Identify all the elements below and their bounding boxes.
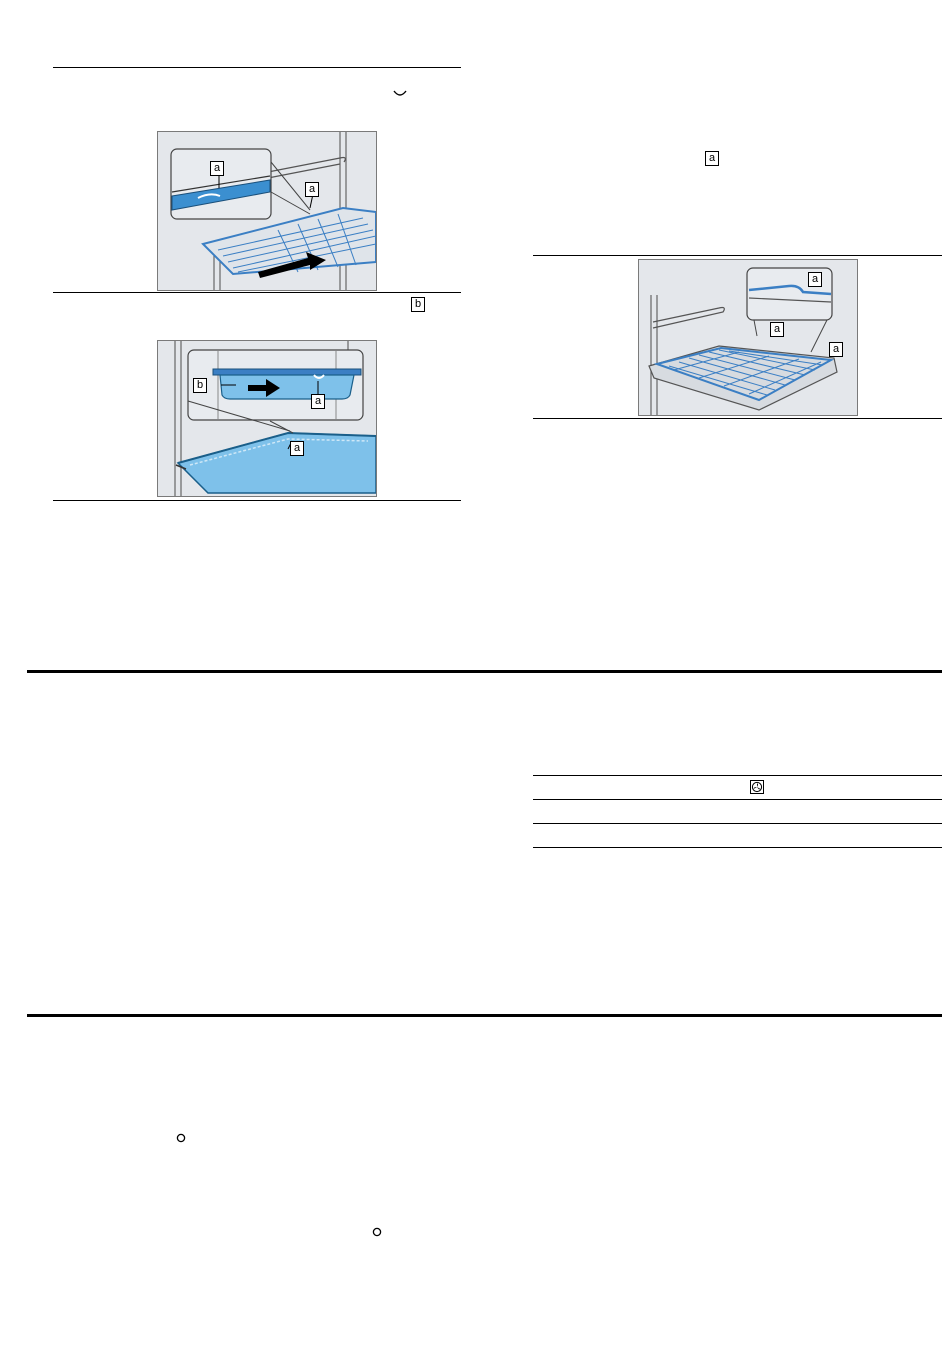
- callout-a-inset-3: a: [808, 272, 822, 287]
- callout-a-rack: a: [305, 182, 319, 197]
- callout-b-inset: b: [193, 378, 207, 393]
- callout-a-text-right: a: [705, 151, 719, 166]
- figure-rack-insertion: [157, 131, 377, 291]
- rule-top-right: [533, 255, 942, 256]
- table-rule-2: [533, 799, 942, 800]
- section-rule-1: [27, 670, 942, 673]
- callout-a-inset-1: a: [210, 161, 224, 176]
- callout-a-tray: a: [290, 441, 304, 456]
- section-rule-2: [27, 1014, 942, 1017]
- callout-a-inset-2: a: [311, 394, 325, 409]
- smile-curve-icon: [393, 90, 407, 98]
- table-rule-1: [533, 775, 942, 776]
- rule-bottom-left: [53, 500, 461, 501]
- rule-top-left: [53, 67, 461, 68]
- degree-circle-icon: [372, 1227, 382, 1237]
- rule-bottom-right: [533, 418, 942, 419]
- degree-circle-icon: [176, 1133, 186, 1143]
- rule-mid-left: [53, 292, 461, 293]
- table-rule-4: [533, 847, 942, 848]
- figure-tray-insertion: [157, 340, 377, 497]
- figure-rack-in-tray: [638, 259, 858, 416]
- hot-air-fan-icon: [750, 780, 764, 794]
- callout-a-left-corner: a: [770, 322, 784, 337]
- callout-b-text: b: [411, 297, 425, 312]
- callout-a-right-corner: a: [829, 342, 843, 357]
- table-rule-3: [533, 823, 942, 824]
